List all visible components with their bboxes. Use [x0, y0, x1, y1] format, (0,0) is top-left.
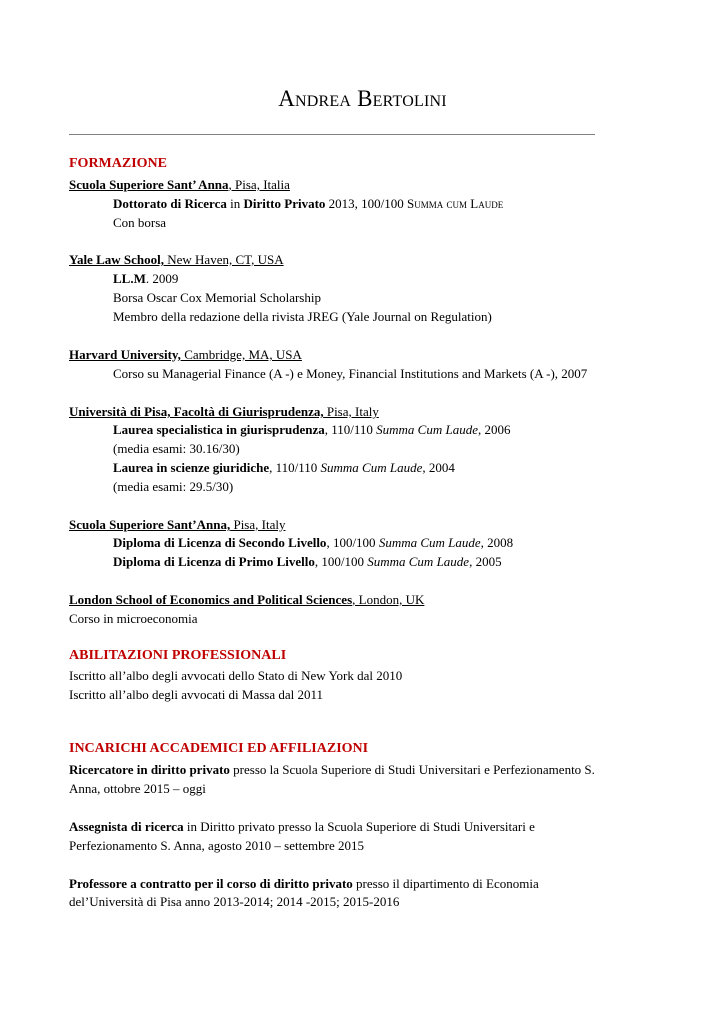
- position-text: presso la Scuola Superiore di Studi Universitari e Perfezionamento S.: [229, 762, 595, 777]
- institution-location: , Pisa, Italia: [228, 177, 290, 192]
- institution-name: London School of Economics and Political Sciences: [69, 592, 353, 607]
- section-heading-incarichi: INCARICHI ACCADEMICI ED AFFILIAZIONI: [69, 741, 369, 756]
- degree-title: Diploma di Licenza di Primo Livello: [113, 554, 315, 569]
- section-heading-abilitazioni: ABILITAZIONI PROFESSIONALI: [69, 648, 287, 663]
- institution-location: Pisa, Italy: [230, 517, 286, 532]
- degree-year: , 2004: [422, 460, 455, 475]
- degree-field: Diritto Privato: [243, 196, 326, 211]
- institution-location: Cambridge, MA, USA: [180, 347, 302, 362]
- position-line: [69, 876, 539, 892]
- position-text: in Diritto privato presso la Scuola Superiore di Studi Universitari e: [183, 819, 535, 834]
- degree-note: Con borsa: [113, 215, 167, 230]
- institution-location: , London, UK: [352, 592, 425, 607]
- degree-line: [113, 535, 513, 551]
- institution-harvard: [69, 347, 302, 363]
- degree-grade: 2013, 100/100: [325, 196, 408, 211]
- degree-line: [113, 271, 178, 287]
- degree-line: [113, 554, 502, 570]
- degree-line: [113, 196, 503, 212]
- position-title: Professore a contratto per il corso di diritto privato: [69, 876, 353, 891]
- degree-grade: , 110/110: [324, 422, 377, 437]
- degree-title: Diploma di Licenza di Secondo Livello: [113, 535, 327, 550]
- position-line-cont: Anna, ottobre 2015 – oggi: [69, 781, 206, 796]
- institution-name: Università di Pisa, Facoltà di Giurisprudenza,: [69, 404, 324, 419]
- institution-name: Harvard University,: [69, 347, 181, 362]
- degree-title: Laurea specialistica in giurisprudenza: [113, 422, 325, 437]
- section-heading-formazione: FORMAZIONE: [69, 156, 167, 171]
- degree-year: , 2006: [478, 422, 511, 437]
- degree-year: . 2009: [145, 271, 179, 286]
- position-line: [69, 762, 595, 778]
- cv-name: Andrea Bertolini: [278, 86, 447, 111]
- degree-text: in: [226, 196, 244, 211]
- degree-grade: , 100/100: [326, 535, 379, 550]
- degree-year: , 2005: [469, 554, 502, 569]
- institution-unipi: [69, 404, 379, 420]
- course-line: Corso in microeconomia: [69, 611, 198, 626]
- position-title: Ricercatore in diritto privato: [69, 762, 230, 777]
- position-line: [69, 819, 535, 835]
- institution-name: Scuola Superiore Sant’Anna,: [69, 517, 231, 532]
- institution-yale: [69, 252, 284, 268]
- degree-title: Dottorato di Ricerca: [113, 196, 227, 211]
- degree-honors: Summa cum Laude: [407, 196, 504, 211]
- position-line-cont: del’Università di Pisa anno 2013-2014; 2014 -2015; 2015-2016: [69, 894, 400, 909]
- degree-note: (media esami: 29.5/30): [113, 479, 234, 494]
- position-text: presso il dipartimento di Economia: [352, 876, 539, 891]
- qualification-line: Iscritto all’albo degli avvocati dello Stato di New York dal 2010: [69, 668, 403, 683]
- institution-name: Scuola Superiore Sant’ Anna: [69, 177, 229, 192]
- degree-honors: Summa Cum Laude: [376, 422, 478, 437]
- institution-lse: [69, 592, 424, 608]
- degree-line: [113, 422, 511, 438]
- position-line-cont: Perfezionamento S. Anna, agosto 2010 – settembre 2015: [69, 838, 364, 853]
- qualification-line: Iscritto all’albo degli avvocati di Massa dal 2011: [69, 687, 324, 702]
- degree-title: Laurea in scienze giuridiche: [113, 460, 270, 475]
- degree-honors: Summa Cum Laude: [367, 554, 470, 569]
- degree-note: Membro della redazione della rivista JREG (Yale Journal on Regulation): [113, 309, 492, 324]
- degree-note: Borsa Oscar Cox Memorial Scholarship: [113, 290, 321, 305]
- title-rule: [69, 134, 595, 135]
- institution-location: Pisa, Italy: [323, 404, 379, 419]
- course-line: Corso su Managerial Finance (A -) e Money, Financial Institutions and Markets (A -), 2007: [113, 366, 588, 381]
- degree-honors: Summa Cum Laude: [378, 535, 481, 550]
- degree-grade: , 110/110: [269, 460, 321, 475]
- degree-title: LL.M: [113, 271, 146, 286]
- institution-sssa-2: [69, 517, 285, 533]
- institution-sssa-1: [69, 177, 290, 193]
- degree-year: , 2008: [480, 535, 514, 550]
- position-title: Assegnista di ricerca: [69, 819, 184, 834]
- degree-grade: , 100/100: [314, 554, 368, 569]
- degree-honors: Summa Cum Laude: [320, 460, 423, 475]
- degree-note: (media esami: 30.16/30): [113, 441, 240, 456]
- institution-location: New Haven, CT, USA: [163, 252, 284, 267]
- institution-name: Yale Law School,: [69, 252, 164, 267]
- degree-line: [113, 460, 455, 476]
